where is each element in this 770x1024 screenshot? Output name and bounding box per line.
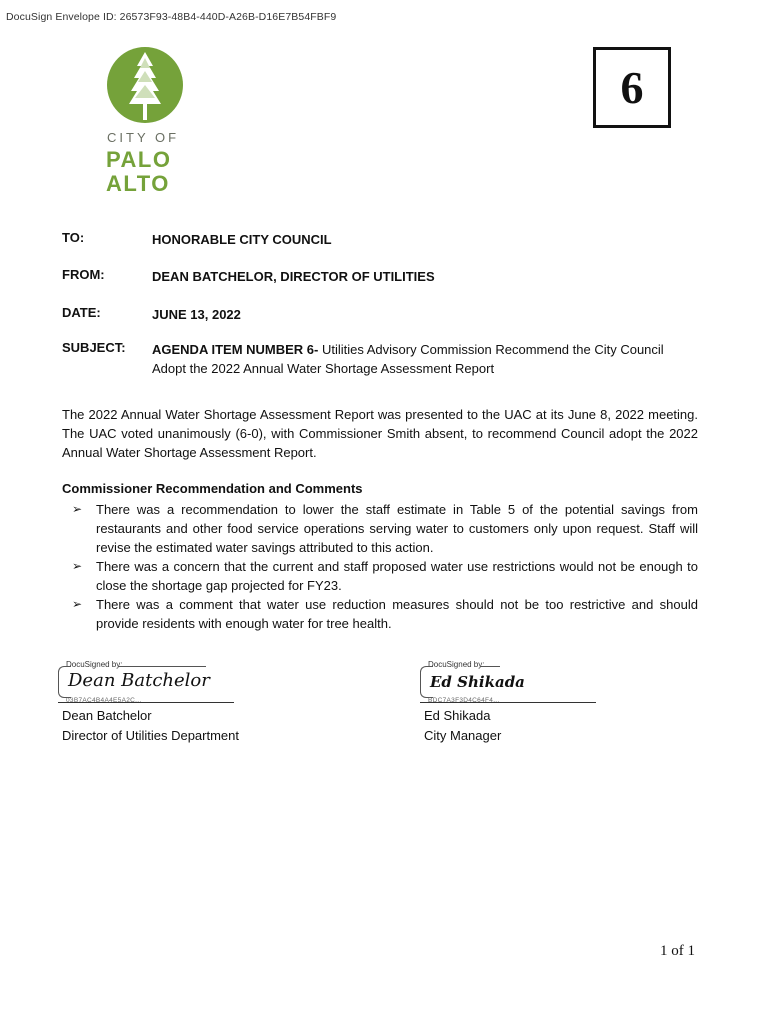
signature-block-left — [58, 660, 258, 750]
memo-from-value: DEAN BATCHELOR, DIRECTOR OF UTILITIES — [152, 269, 435, 284]
agenda-item-number-box: 6 — [593, 47, 671, 128]
signer-title: Director of Utilities Department — [62, 728, 239, 743]
city-logo — [106, 44, 184, 126]
signer-name: Dean Batchelor — [62, 708, 152, 723]
logo-city-of: CITY OF — [107, 130, 180, 145]
signer-title: City Manager — [424, 728, 502, 743]
section-heading: Commissioner Recommendation and Comments — [62, 481, 363, 496]
arrow-bullet-icon: ➢ — [72, 597, 83, 611]
signature-block-right — [420, 660, 620, 750]
docusigned-label: DocuSigned by: — [66, 660, 123, 669]
bullet-text: There was a comment that water use reduction measures should not be too restrictive and should provide residents with enough water for tree health. — [96, 597, 698, 631]
tree-logo-icon — [106, 44, 184, 126]
memo-subject-value — [152, 340, 698, 378]
signer-name: Ed Shikada — [424, 708, 491, 723]
signature-hash: 03B7AC4B4A4E5A2C... — [66, 697, 142, 704]
logo-alto: ALTO — [106, 171, 170, 196]
memo-from-label: FROM: — [62, 267, 105, 282]
signature-line — [58, 702, 234, 703]
page-number: 1 of 1 — [660, 943, 695, 959]
bullet-text: There was a recommendation to lower the staff estimate in Table 5 of the potential savings from restaurants and other food service operations serving water to customers only upon request. Staff will revise the estimated water savings attributed to this action. — [96, 502, 698, 555]
memo-to-value: HONORABLE CITY COUNCIL — [152, 232, 332, 247]
intro-paragraph: The 2022 Annual Water Shortage Assessment Report was presented to the UAC at its June 8, 2022 meeting. The UAC voted unanimously (6-0), with Commissioner Smith absent, to recommend Council adopt the 2022 Annual Water Shortage Assessment Report. — [62, 407, 698, 460]
signature-image: Ed Shikada — [430, 673, 525, 691]
docusign-envelope-id: DocuSign Envelope ID: 26573F93-48B4-440D-A26B-D16E7B54FBF9 — [6, 11, 337, 23]
memo-date-label: DATE: — [62, 305, 101, 320]
memo-date-value: JUNE 13, 2022 — [152, 307, 241, 322]
arrow-bullet-icon: ➢ — [72, 559, 83, 573]
memo-subject-label: SUBJECT: — [62, 340, 126, 355]
signature-image: Dean Batchelor — [68, 670, 210, 691]
signature-hash: BDC7A3F3D4C64F4... — [428, 697, 500, 704]
list-item — [72, 557, 698, 595]
bullet-text: There was a concern that the current and staff proposed water use restrictions would not be enough to close the shortage gap projected for FY23. — [96, 559, 698, 593]
list-item — [72, 595, 698, 633]
signature-frame-line — [118, 666, 206, 667]
memo-to-label: TO: — [62, 230, 85, 245]
subject-agenda-item: AGENDA ITEM NUMBER 6- — [152, 342, 319, 357]
logo-palo: PALO — [106, 147, 172, 172]
subject-text: Utilities Advisory Commission Recommend the City Council Adopt the 2022 Annual Water Shortage Assessment Report — [152, 342, 664, 376]
docusigned-label: DocuSigned by: — [428, 660, 485, 669]
signature-frame-line — [480, 666, 500, 667]
comment-list — [72, 500, 698, 633]
arrow-bullet-icon: ➢ — [72, 502, 83, 516]
list-item — [72, 500, 698, 557]
signature-line — [420, 702, 596, 703]
